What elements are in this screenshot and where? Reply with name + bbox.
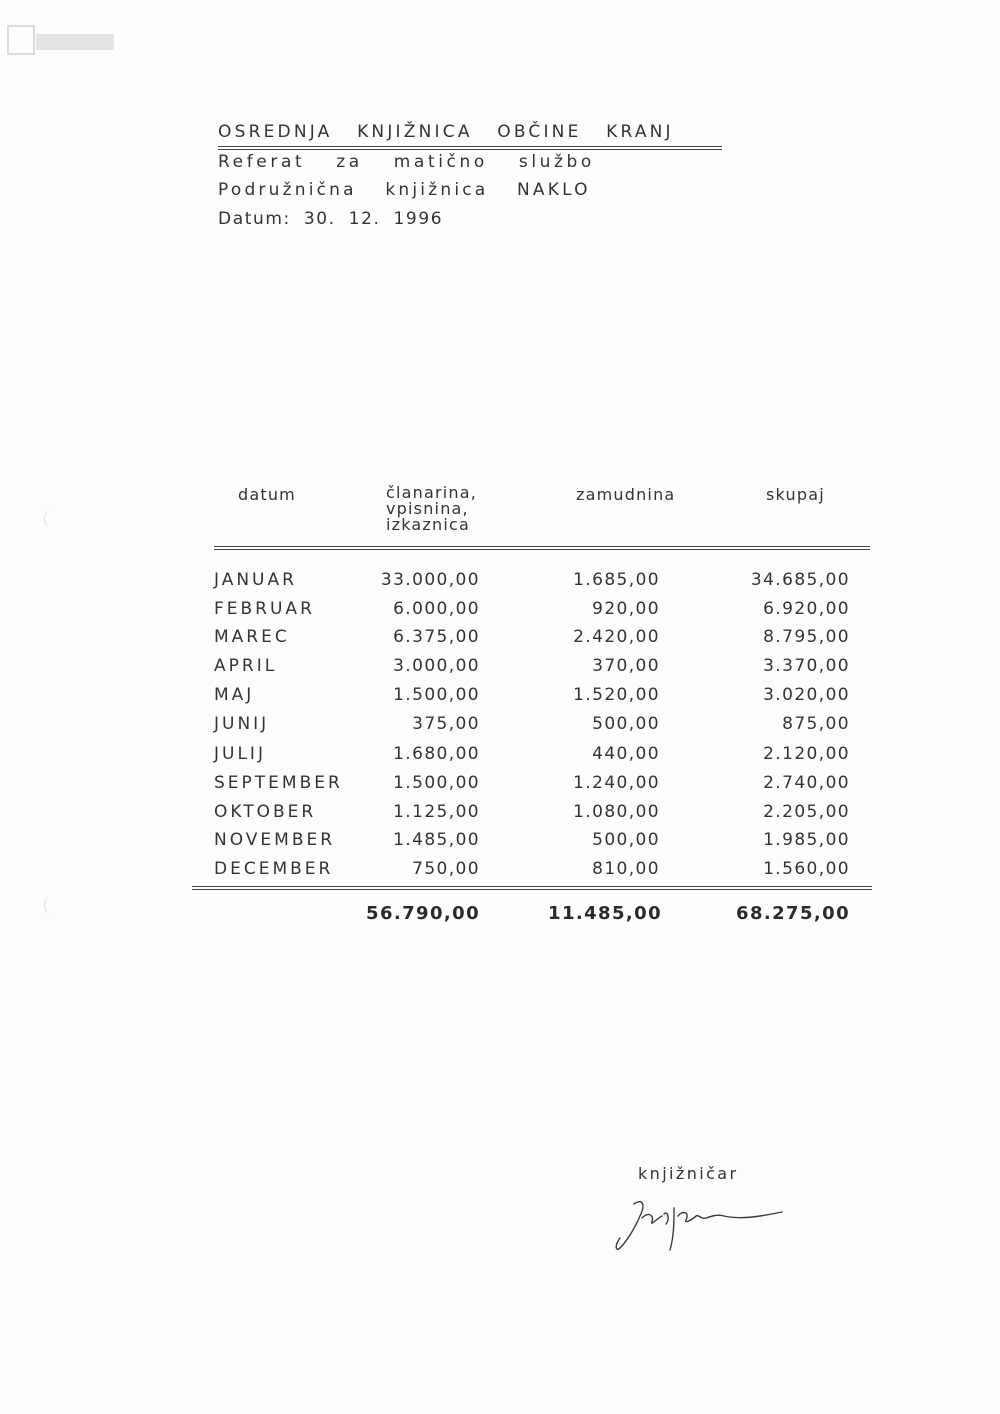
- document-date: Datum: 30. 12. 1996: [218, 209, 444, 229]
- total-cell: 6.920,00: [763, 599, 850, 619]
- month-cell: MAJ: [214, 685, 255, 705]
- total-cell: 2.740,00: [763, 773, 850, 793]
- table-header-rule-bottom: [214, 549, 870, 550]
- totals-row: [0, 903, 1000, 931]
- membership-cell: 6.000,00: [393, 599, 480, 619]
- month-cell: DECEMBER: [214, 859, 334, 879]
- total-cell: 2.120,00: [763, 744, 850, 764]
- month-cell: MAREC: [214, 627, 290, 647]
- late-fees-cell: 1.080,00: [573, 802, 660, 822]
- total-cell: 1.560,00: [763, 859, 850, 879]
- month-cell: APRIL: [214, 656, 278, 676]
- membership-total: 56.790,00: [366, 903, 480, 924]
- late-fees-cell: 920,00: [592, 599, 660, 619]
- late-fees-cell: 810,00: [592, 859, 660, 879]
- column-header-membership: [386, 485, 477, 533]
- late-fees-cell: 2.420,00: [573, 627, 660, 647]
- total-cell: 34.685,00: [750, 570, 850, 590]
- membership-cell: 375,00: [412, 714, 480, 734]
- month-cell: OKTOBER: [214, 802, 317, 822]
- punch-hole-top: [44, 508, 67, 530]
- table-row: [0, 570, 1000, 598]
- membership-cell: 1.500,00: [393, 773, 480, 793]
- table-row: [0, 714, 1000, 742]
- column-header-membership-line1: članarina,: [386, 483, 478, 502]
- totals-rule-top: [192, 886, 872, 887]
- table-row: [0, 744, 1000, 772]
- late-fees-cell: 370,00: [592, 656, 660, 676]
- total-cell: 3.020,00: [763, 685, 850, 705]
- scanner-watermark-icon: [6, 22, 116, 58]
- membership-cell: 1.500,00: [393, 685, 480, 705]
- month-cell: NOVEMBER: [214, 830, 336, 850]
- month-cell: SEPTEMBER: [214, 773, 343, 793]
- table-row: [0, 656, 1000, 684]
- table-row: [0, 685, 1000, 713]
- month-cell: JUNIJ: [214, 714, 270, 734]
- month-cell: JANUAR: [214, 570, 297, 590]
- table-row: [0, 802, 1000, 830]
- organization-name: OSREDNJA KNJIŽNICA OBČINE KRANJ: [218, 122, 674, 142]
- column-header-membership-line2: vpisnina,: [386, 499, 469, 518]
- table-row: [0, 773, 1000, 801]
- header-rule-top: [218, 146, 722, 147]
- late-fees-cell: 500,00: [592, 714, 660, 734]
- membership-cell: 6.375,00: [393, 627, 480, 647]
- table-row: [0, 859, 1000, 887]
- late-fees-total: 11.485,00: [548, 903, 662, 924]
- table-row: [0, 599, 1000, 627]
- total-cell: 8.795,00: [763, 627, 850, 647]
- column-header-membership-line3: izkaznica: [386, 515, 471, 534]
- column-header-date: datum: [238, 485, 296, 504]
- membership-cell: 1.485,00: [393, 830, 480, 850]
- totals-rule-bottom: [192, 889, 872, 890]
- month-cell: FEBRUAR: [214, 599, 315, 619]
- signature-label: knjižničar: [638, 1164, 739, 1183]
- late-fees-cell: 1.520,00: [573, 685, 660, 705]
- total-cell: 3.370,00: [763, 656, 850, 676]
- total-cell: 1.985,00: [763, 830, 850, 850]
- membership-cell: 1.125,00: [393, 802, 480, 822]
- grand-total: 68.275,00: [736, 903, 850, 924]
- month-cell: JULIJ: [214, 744, 266, 764]
- late-fees-cell: 1.685,00: [573, 570, 660, 590]
- handwritten-signature-icon: [612, 1190, 792, 1260]
- department-name: Referat za matično službo: [218, 152, 595, 172]
- table-header-rule-top: [214, 546, 870, 547]
- membership-cell: 3.000,00: [393, 656, 480, 676]
- late-fees-cell: 440,00: [592, 744, 660, 764]
- table-row: [0, 627, 1000, 655]
- membership-cell: 1.680,00: [393, 744, 480, 764]
- header-rule-bottom: [218, 149, 722, 150]
- total-cell: 2.205,00: [763, 802, 850, 822]
- branch-name: Podružnična knjižnica NAKLO: [218, 180, 591, 200]
- table-row: [0, 830, 1000, 858]
- membership-cell: 750,00: [412, 859, 480, 879]
- late-fees-cell: 1.240,00: [573, 773, 660, 793]
- late-fees-cell: 500,00: [592, 830, 660, 850]
- total-cell: 875,00: [782, 714, 850, 734]
- column-header-late-fees: zamudnina: [576, 485, 676, 504]
- column-header-total: skupaj: [766, 485, 825, 504]
- membership-cell: 33.000,00: [380, 570, 480, 590]
